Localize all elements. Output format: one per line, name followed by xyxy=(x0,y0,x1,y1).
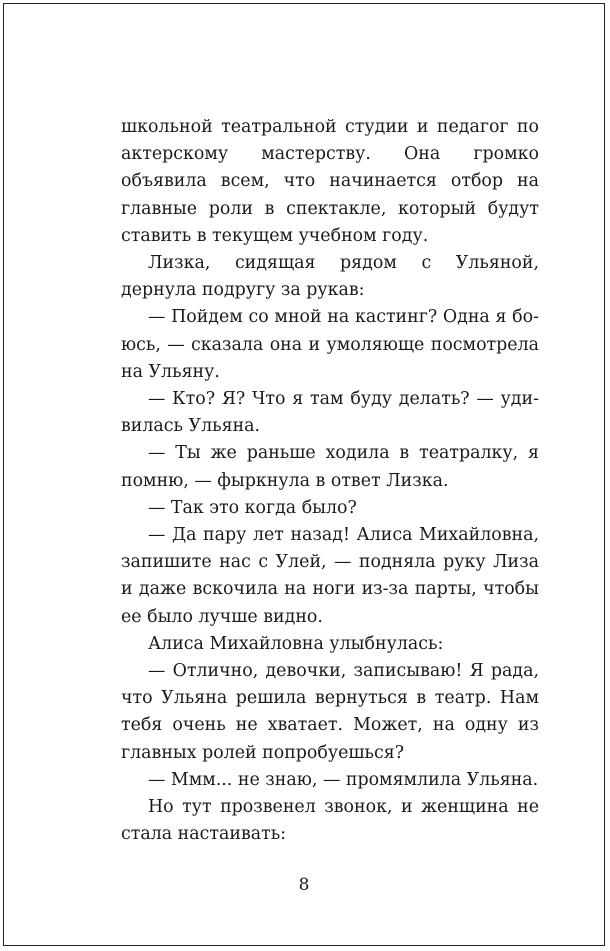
paragraph-1: школьной театральной студии и педагог по актерскому мастерству. Она громко объявила всем, что начинается отбор на главные роли в спектакле, который будут ставить в текущем учебном году. xyxy=(121,117,539,246)
body-text xyxy=(121,114,539,848)
paragraph-8: Алиса Михайловна улыбнулась: xyxy=(148,633,444,654)
page-number: 8 xyxy=(298,875,310,895)
paragraph-3: — Пойдем со мной на кастинг? Одна я боюсь, — сказала она и умоляюще посмотрела на Ульяну. xyxy=(121,307,539,382)
paragraph-5: — Ты же раньше ходила в театралку, я помню, — фыркнула в ответ Лизка. xyxy=(121,443,539,491)
paragraph-7: — Да пару лет назад! Алиса Михайловна, запишите нас с Улей, — подняла руку Лиза и даже вскочила на ноги из-за парты, чтобы ее было лучше видно. xyxy=(121,525,539,627)
paragraph-11: Но тут прозвенел звонок, и женщина не стала настаивать: xyxy=(121,797,539,845)
paragraph-9: — Отлично, девочки, записываю! Я рада, что Ульяна решила вернуться в театр. Нам тебя очень не хватает. Может, на одну из главных ролей попробуешься? xyxy=(121,661,539,763)
paragraph-6: — Так это когда было? xyxy=(148,497,357,518)
paragraph-2: Лизка, сидящая рядом с Ульяной, дернула подругу за рукав: xyxy=(121,253,539,301)
paragraph-10: — Ммм... не знаю, — промямлила Ульяна. xyxy=(148,769,539,790)
book-page xyxy=(3,3,605,946)
paragraph-4: — Кто? Я? Что я там буду делать? — удивилась Ульяна. xyxy=(121,389,539,437)
